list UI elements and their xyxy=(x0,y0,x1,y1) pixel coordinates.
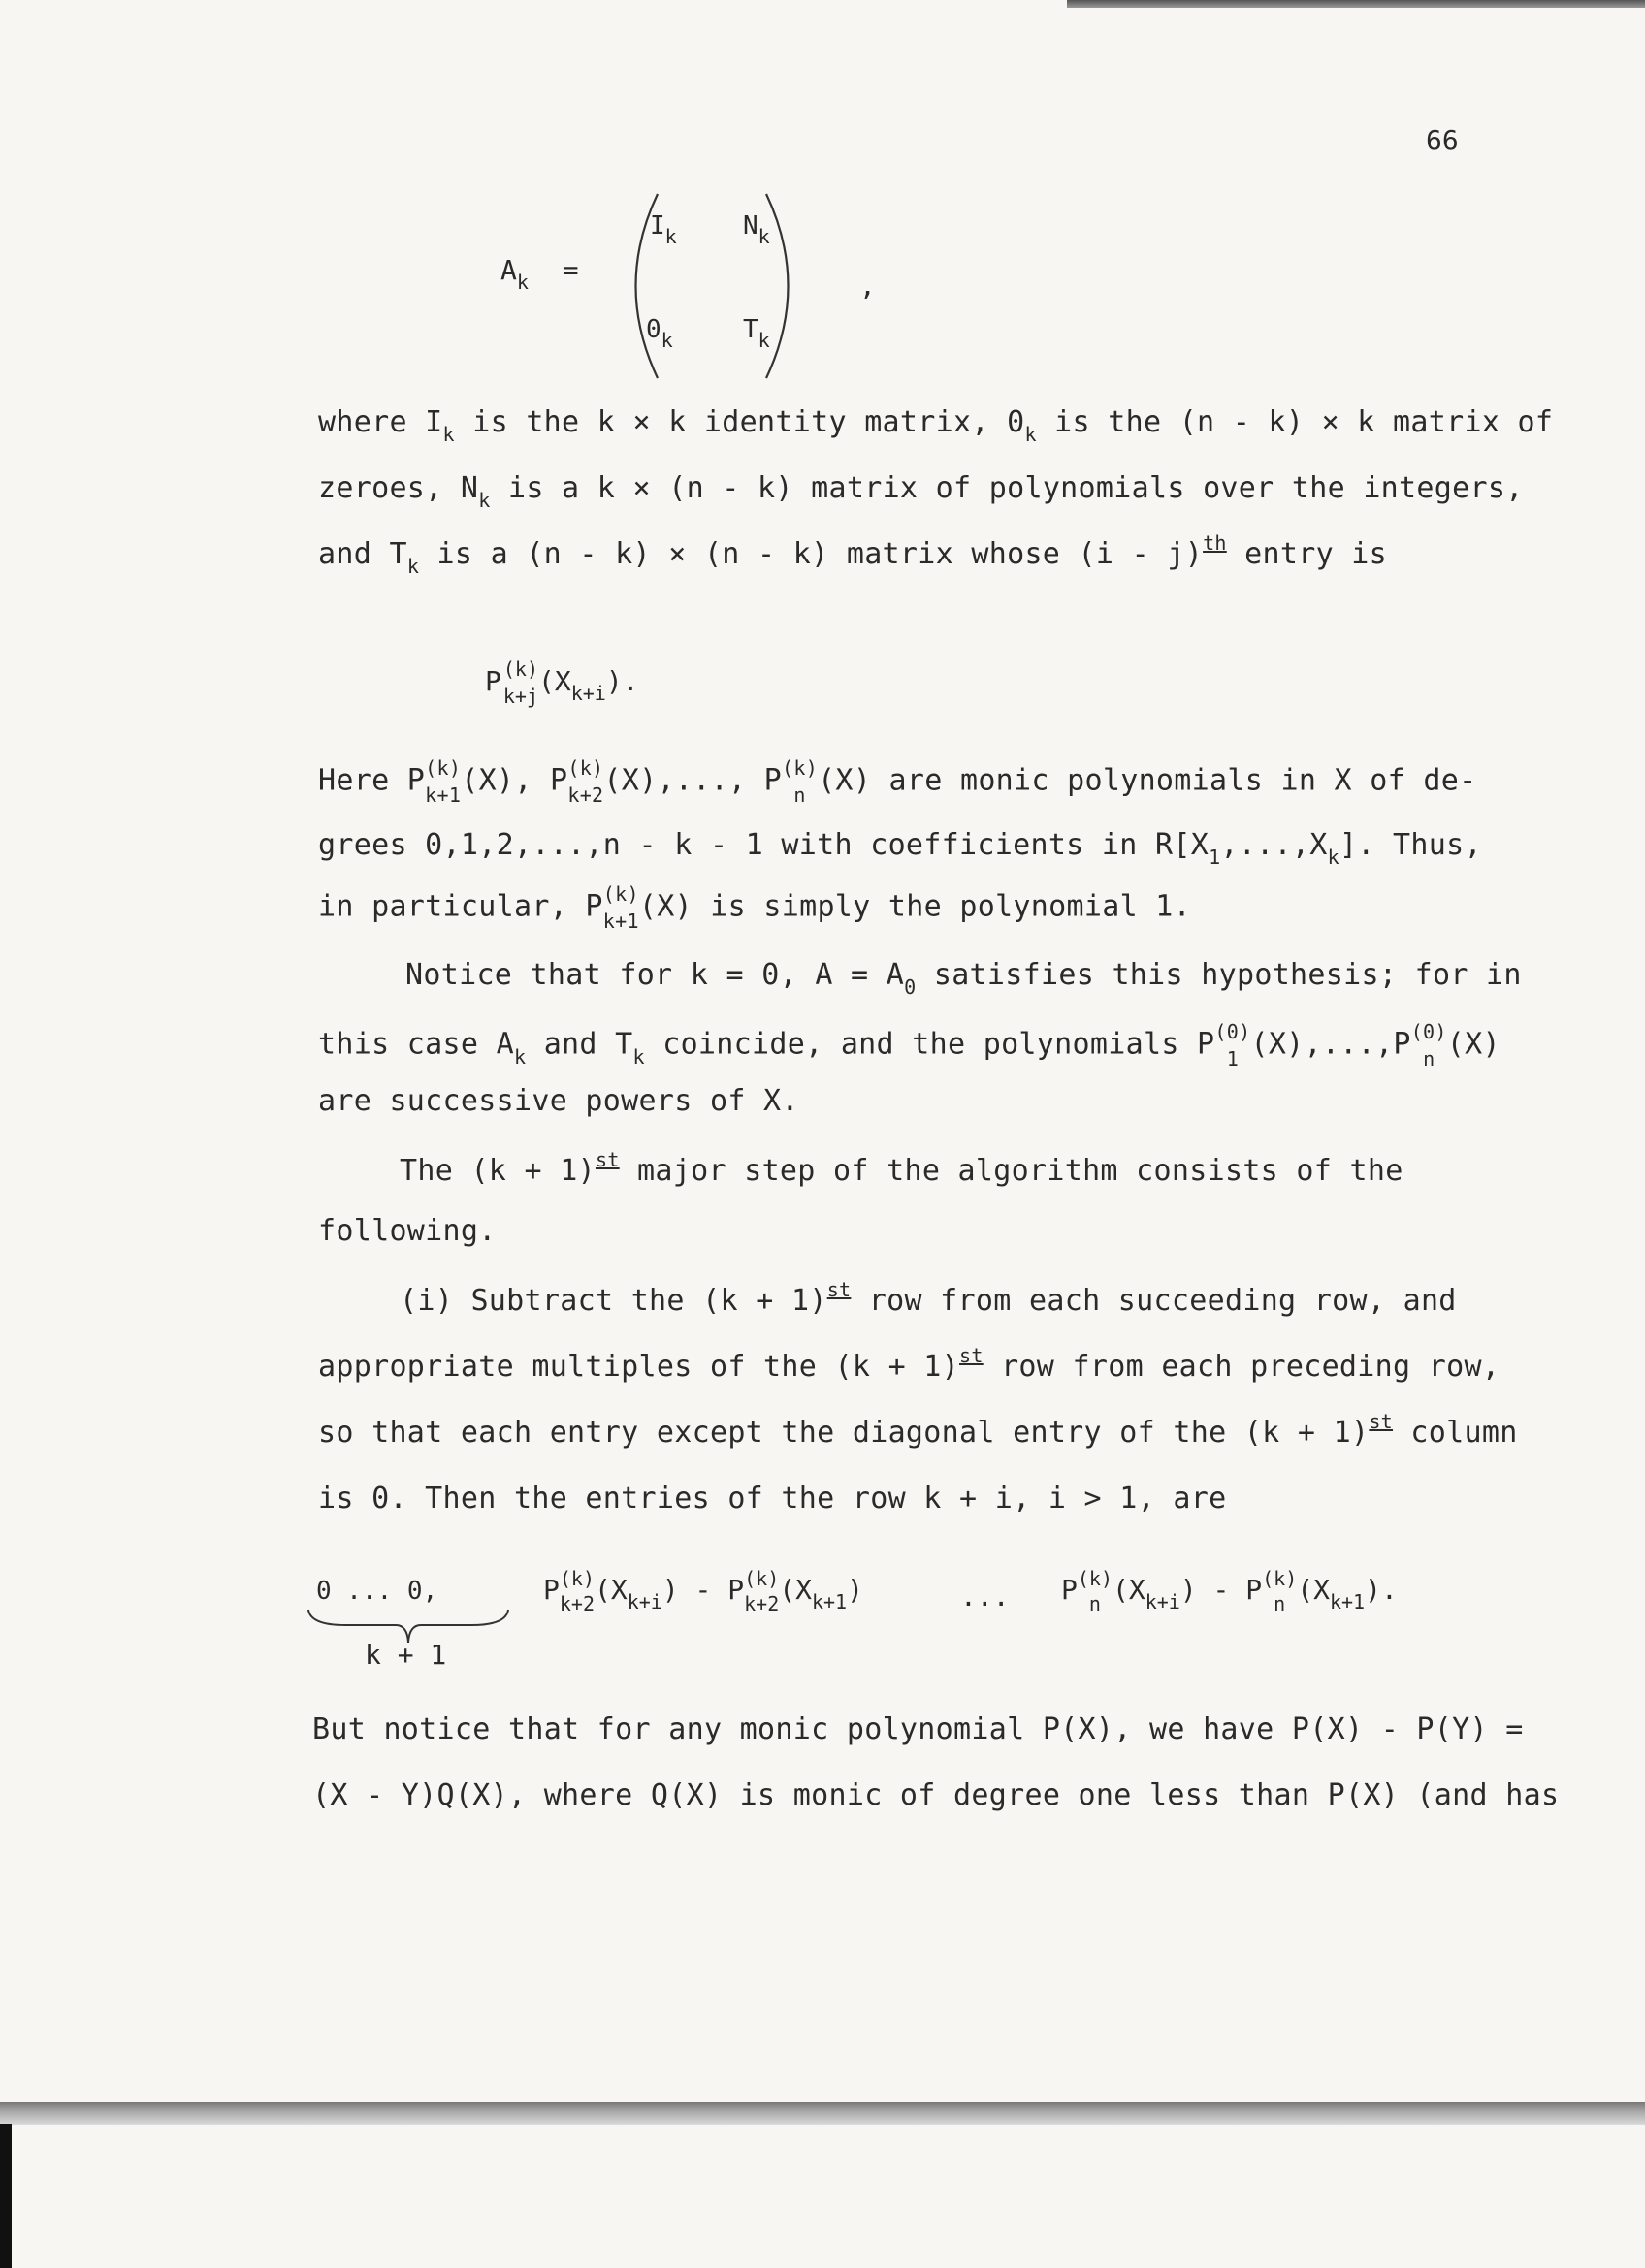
text-line: grees 0,1,2,...,n - k - 1 with coefficients in $R[X_1,...,X_k]$. Thus, xyxy=(318,828,1482,869)
text-line: in particular, P (k) k+1 (X) is simply the polynomial 1. xyxy=(318,882,1192,933)
text-line: are successive powers of X. xyxy=(318,1084,799,1118)
text-line: and $T_k$ is a (n - k) × (n - k) matrix whose (i - j)$^{th}$ entry is xyxy=(318,531,1388,578)
entry-expression-k2: P (k) k+2 $(X_{k+i})$ - P (k) k+2 $(X_{k+1})$ xyxy=(543,1567,863,1615)
matrix-cell-identity: $I_k$ xyxy=(650,211,677,248)
page-number: 66 xyxy=(1426,124,1459,156)
scan-edge-top xyxy=(1067,0,1645,8)
text-line: this case $A_k$ and $T_k$ coincide, and the polynomials P (0) 1 (X),...,P (0) n (X) xyxy=(318,1020,1500,1070)
display-equation-pkj: P (k) k+j $(X_{k+i})$. xyxy=(485,657,639,708)
text-line: (X - Y)Q(X), where Q(X) is monic of degree one less than P(X) (and has xyxy=(312,1778,1560,1812)
zero-entries: 0 ... 0, xyxy=(316,1577,438,1606)
ellipsis: ... xyxy=(960,1581,1010,1613)
matrix-cell-n: $N_k$ xyxy=(743,211,770,248)
text-line: zeroes, $N_k$ is a k × (n - k) matrix of polynomials over the integers, xyxy=(318,471,1524,512)
text-line: following. xyxy=(318,1214,497,1248)
scan-edge-left xyxy=(0,2124,12,2268)
matrix-lhs: $A_k$ = xyxy=(500,254,579,294)
text-line: where $I_k$ is the k × k identity matrix, $0_k$ is the (n - k) × k matrix of xyxy=(318,405,1554,446)
text-line: so that each entry except the diagonal entry of the $(k + 1)^{st}$ column xyxy=(318,1410,1518,1450)
text-line: appropriate multiples of the $(k + 1)^{st}$ row from each preceding row, xyxy=(318,1344,1500,1384)
brace-label: k + 1 xyxy=(365,1639,447,1671)
text-line: Here P (k) k+1 (X), P (k) k+2 (X),..., P (k) n (X) are monic polynomials in X of de- xyxy=(318,756,1477,807)
entry-expression-n: P (k) n $(X_{k+i})$ - P (k) n $(X_{k+1})$. xyxy=(1061,1567,1398,1615)
text-line: Notice that for k = 0, $A = A_0$ satisfies this hypothesis; for in xyxy=(405,958,1522,999)
scan-edge-bottom xyxy=(0,2102,1645,2125)
matrix-comma: , xyxy=(859,270,876,302)
matrix-cell-zero: $0_k$ xyxy=(646,315,673,352)
text-line: But notice that for any monic polynomial P(X), we have P(X) - P(Y) = xyxy=(312,1712,1524,1746)
matrix-cell-t: $T_k$ xyxy=(743,315,770,352)
text-line: (i) Subtract the $(k + 1)^{st}$ row from each succeeding row, and xyxy=(400,1278,1457,1318)
text-line: is 0. Then the entries of the row k + i, i > 1, are xyxy=(318,1482,1227,1516)
text-line: The $(k + 1)^{st}$ major step of the algorithm consists of the xyxy=(400,1148,1403,1188)
